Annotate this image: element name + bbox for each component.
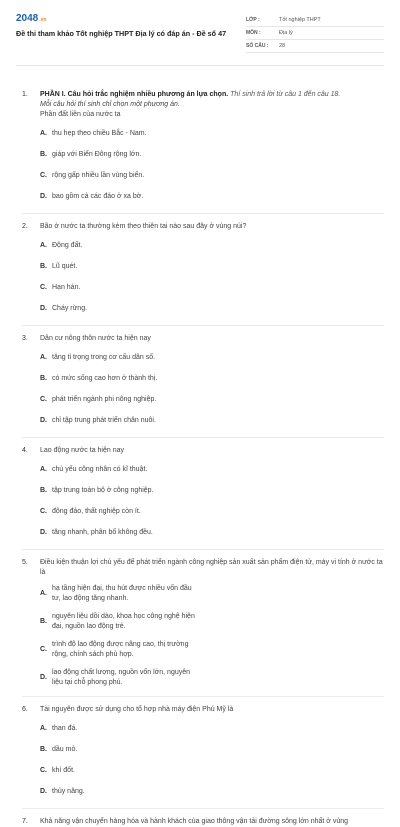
question-number: 4. bbox=[22, 447, 28, 454]
site-logo[interactable] bbox=[16, 13, 238, 26]
option-b[interactable] bbox=[40, 150, 213, 160]
option-d[interactable] bbox=[40, 528, 213, 538]
meta-key: LỚP : bbox=[246, 17, 260, 23]
question-text: Khả năng vận chuyển hàng hóa và hành khách của giao thông vận tải đường sông lớn nhất ở vùng bbox=[40, 818, 349, 825]
option-letter: A. bbox=[40, 130, 47, 137]
option-letter: B. bbox=[40, 263, 47, 270]
divider bbox=[22, 437, 384, 438]
option-letter: C. bbox=[40, 508, 47, 515]
option-d[interactable] bbox=[40, 416, 213, 426]
meta-table bbox=[246, 14, 384, 65]
logo-suffix: .vn bbox=[39, 17, 47, 23]
option-b[interactable] bbox=[40, 262, 213, 272]
divider bbox=[22, 549, 384, 550]
instruction-2: Mỗi câu hỏi thí sinh chỉ chọn một phương án. bbox=[40, 101, 180, 108]
meta-key: SỐ CÂU : bbox=[246, 43, 269, 49]
option-letter: C. bbox=[40, 396, 47, 403]
option-d[interactable] bbox=[40, 668, 213, 688]
question-text: Bão ở nước ta thường kèm theo thiên tai nào sau đây ở vùng núi? bbox=[40, 223, 247, 230]
question-text: Điều kiện thuận lợi chủ yếu để phát triển ngành công nghiệp sản xuất sản phẩm điện tử, máy vi tính ở nước ta là bbox=[40, 559, 383, 576]
option-text: trình độ lao động được nâng cao, thị trường rộng, chính sách phù hợp. bbox=[52, 641, 189, 658]
question-number: 6. bbox=[22, 706, 28, 713]
option-text: lao động chất lượng, nguồn vốn lớn, nguyên liệu tại chỗ phong phú. bbox=[52, 669, 191, 686]
option-text: rộng gấp nhiều lần vùng biển. bbox=[52, 172, 145, 179]
divider bbox=[22, 325, 384, 326]
part-label: PHẦN I. Câu hỏi trắc nghiệm nhiều phương án lựa chọn. bbox=[40, 91, 229, 98]
option-text: thủy năng. bbox=[52, 788, 85, 795]
option-letter: C. bbox=[40, 767, 47, 774]
question-7 bbox=[22, 817, 384, 827]
option-c[interactable] bbox=[40, 395, 213, 405]
option-letter: A. bbox=[40, 354, 47, 361]
option-c[interactable] bbox=[40, 171, 213, 181]
meta-value: 28 bbox=[279, 43, 286, 49]
question-number: 1. bbox=[22, 91, 28, 98]
part-instruction bbox=[40, 90, 384, 100]
instruction-1: Thí sinh trả lời từ câu 1 đến câu 18. bbox=[230, 91, 341, 98]
option-text: chỉ tập trung phát triển chăn nuôi. bbox=[52, 417, 156, 424]
option-text: nguyên liệu dồi dào, khoa học công nghệ hiện đại, nguồn lao động trẻ. bbox=[52, 613, 195, 630]
option-letter: A. bbox=[40, 466, 47, 473]
option-letter: D. bbox=[40, 305, 47, 312]
option-c[interactable] bbox=[40, 283, 213, 293]
option-letter: A. bbox=[40, 725, 47, 732]
option-letter: D. bbox=[40, 529, 47, 536]
question-number: 7. bbox=[22, 818, 28, 825]
question-line bbox=[22, 817, 384, 827]
question-line bbox=[22, 705, 384, 715]
option-text: có mức sống cao hơn ở thành thị. bbox=[52, 375, 158, 382]
question-5 bbox=[22, 558, 384, 696]
option-c[interactable] bbox=[40, 766, 213, 776]
meta-value: Địa lý bbox=[279, 30, 293, 36]
option-letter: B. bbox=[40, 375, 47, 382]
question-number: 5. bbox=[22, 559, 28, 566]
option-a[interactable] bbox=[40, 465, 213, 475]
question-3 bbox=[22, 334, 384, 437]
options bbox=[40, 129, 384, 213]
option-text: đông đảo, thất nghiệp còn ít. bbox=[52, 508, 141, 515]
option-letter: A. bbox=[40, 242, 47, 249]
logo-text: 2048 bbox=[16, 13, 39, 24]
meta-row-subject bbox=[246, 27, 384, 40]
question-2 bbox=[22, 222, 384, 325]
options bbox=[40, 353, 384, 437]
option-a[interactable] bbox=[40, 584, 213, 604]
option-letter: B. bbox=[40, 746, 47, 753]
question-number: 2. bbox=[22, 223, 28, 230]
question-line bbox=[22, 334, 384, 344]
options bbox=[40, 724, 384, 808]
option-b[interactable] bbox=[40, 374, 213, 384]
document-header bbox=[16, 0, 384, 66]
option-letter: D. bbox=[40, 788, 47, 795]
option-text: tăng tỉ trọng trong cơ cấu dân số. bbox=[52, 354, 156, 361]
question-text: Tài nguyên được sử dụng cho tổ hợp nhà máy điện Phú Mỹ là bbox=[40, 706, 234, 713]
option-letter: B. bbox=[40, 151, 47, 158]
option-letter: B. bbox=[40, 487, 47, 494]
option-text: Cháy rừng. bbox=[52, 305, 88, 312]
option-text: khí đốt. bbox=[52, 767, 75, 774]
meta-key: MÔN : bbox=[246, 30, 261, 36]
question-line bbox=[22, 446, 384, 456]
option-a[interactable] bbox=[40, 129, 213, 139]
divider bbox=[22, 696, 384, 697]
option-b[interactable] bbox=[40, 486, 213, 496]
document-title: Đề thi tham khảo Tốt nghiệp THPT Địa lý có đáp án - Đề số 47 bbox=[16, 29, 227, 38]
option-a[interactable] bbox=[40, 724, 213, 734]
option-a[interactable] bbox=[40, 241, 213, 251]
meta-row-class bbox=[246, 14, 384, 27]
option-d[interactable] bbox=[40, 304, 213, 314]
question-text: Phần đất liền của nước ta bbox=[40, 111, 121, 118]
option-text: than đá. bbox=[52, 725, 78, 732]
option-text: hạ tầng hiện đại, thu hút được nhiều vốn đầu tư, lao động tăng nhanh. bbox=[52, 585, 192, 602]
divider bbox=[22, 808, 384, 809]
option-letter: C. bbox=[40, 646, 47, 653]
option-text: Động đất. bbox=[52, 242, 83, 249]
option-b[interactable] bbox=[40, 745, 213, 755]
option-letter: C. bbox=[40, 284, 47, 291]
question-line bbox=[22, 558, 384, 578]
option-text: phát triển ngành phi nông nghiệp. bbox=[52, 396, 157, 403]
option-d[interactable] bbox=[40, 787, 213, 797]
options bbox=[40, 465, 384, 549]
meta-value: Tốt nghiệp THPT bbox=[279, 17, 321, 23]
option-text: giáp với Biển Đông rộng lớn. bbox=[52, 151, 142, 158]
option-letter: D. bbox=[40, 674, 47, 681]
question-line bbox=[22, 222, 384, 232]
question-4 bbox=[22, 446, 384, 549]
option-text: dầu mỏ. bbox=[52, 746, 78, 753]
option-letter: D. bbox=[40, 417, 47, 424]
question-line bbox=[22, 90, 384, 100]
options bbox=[40, 241, 384, 325]
option-text: thu hẹp theo chiều Bắc - Nam. bbox=[52, 130, 147, 137]
option-text: Lũ quét. bbox=[52, 263, 78, 270]
option-d[interactable] bbox=[40, 192, 213, 202]
option-letter: C. bbox=[40, 172, 47, 179]
divider bbox=[22, 213, 384, 214]
options bbox=[40, 584, 384, 696]
question-1 bbox=[22, 90, 384, 213]
question-number: 3. bbox=[22, 335, 28, 342]
option-a[interactable] bbox=[40, 353, 213, 363]
option-letter: D. bbox=[40, 193, 47, 200]
option-b[interactable] bbox=[40, 612, 213, 632]
option-c[interactable] bbox=[40, 640, 213, 660]
option-text: Hạn hán. bbox=[52, 284, 81, 291]
option-text: tập trung toàn bộ ở công nghiệp. bbox=[52, 487, 154, 494]
instruction-2-line bbox=[40, 100, 384, 110]
option-letter: B. bbox=[40, 618, 47, 625]
option-text: tăng nhanh, phân bố không đều. bbox=[52, 529, 153, 536]
option-letter: A. bbox=[40, 590, 47, 597]
option-text: bao gồm cả các đảo ở xa bờ. bbox=[52, 193, 144, 200]
header-left bbox=[16, 13, 238, 65]
question-6 bbox=[22, 705, 384, 808]
meta-row-count bbox=[246, 40, 384, 53]
question-text: Dân cư nông thôn nước ta hiện nay bbox=[40, 335, 151, 342]
question-text: Lao động nước ta hiện nay bbox=[40, 447, 125, 454]
option-text: chủ yếu công nhân có kĩ thuật. bbox=[52, 466, 148, 473]
option-c[interactable] bbox=[40, 507, 213, 517]
